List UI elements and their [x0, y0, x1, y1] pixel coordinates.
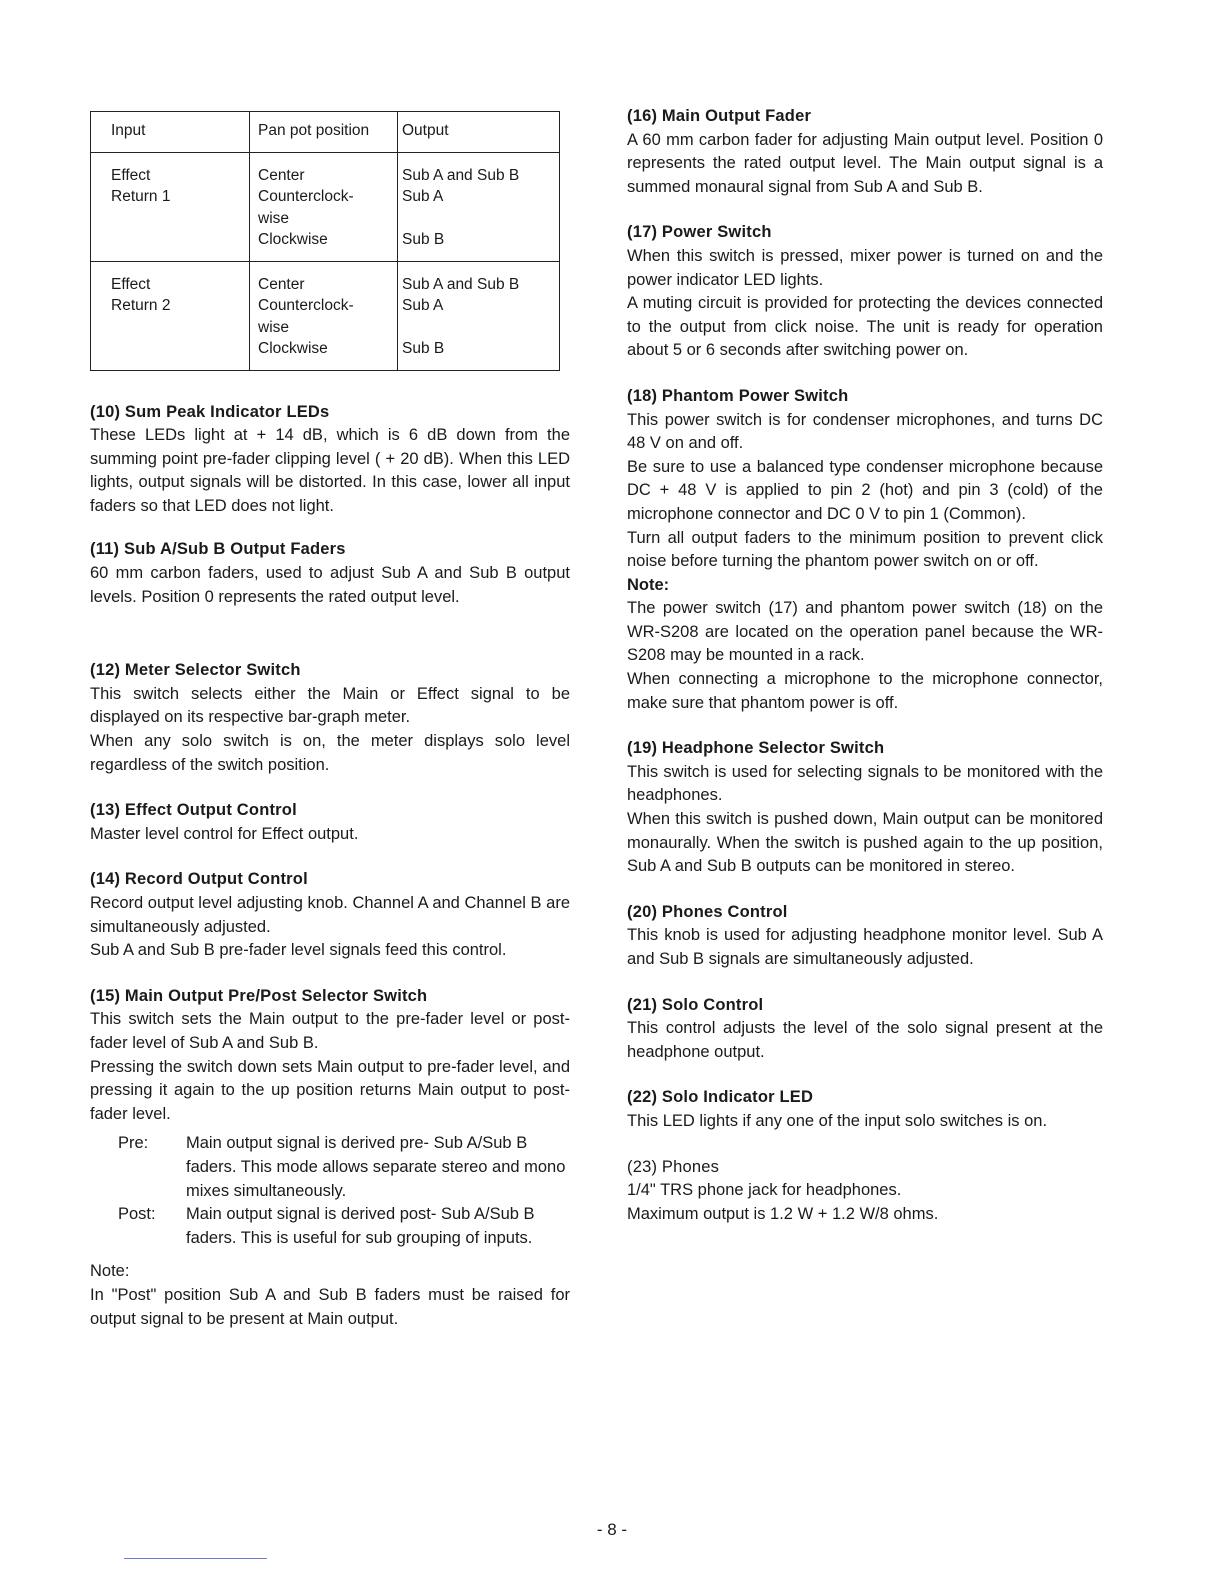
section-18 [627, 385, 1103, 715]
note-text: When connecting a microphone to the microphone connector, make sure that phantom power is off. [627, 670, 1103, 712]
definition-term: Post: [118, 1205, 156, 1224]
note-label: Note: [90, 1262, 130, 1281]
section-15 [90, 985, 570, 1331]
section-title: (13) Effect Output Control [90, 801, 297, 820]
cell-text: wise [258, 318, 290, 336]
note-text: In "Post" position Sub A and Sub B faders must be raised for output signal to be present at Main output. [90, 1285, 570, 1328]
paragraph: This switch sets the Main output to the pre-fader level or post-fader level of Sub A and Sub B. [90, 1010, 570, 1052]
cell-text [402, 208, 555, 230]
section-title: (23) Phones [627, 1157, 720, 1176]
section-title: (18) Phantom Power Switch [627, 386, 849, 405]
cell-text: Clockwise [258, 340, 328, 357]
cell-text: Return 1 [111, 188, 171, 205]
cell-text: Center [258, 275, 305, 293]
note-label: Note: [627, 575, 670, 594]
paragraph: This switch is used for selecting signals to be monitored with the headphones. [627, 762, 1103, 805]
note-text: The power switch (17) and phantom power switch (18) on the WR-S208 are located on the operation panel because the WR-S208 may be mounted in a rack. [627, 599, 1103, 665]
definition-description: Main output signal is derived post- Sub A/Sub B faders. This is useful for sub grouping of inputs. [186, 1205, 535, 1247]
paragraph: When any solo switch is on, the meter displays solo level regardless of the switch position. [90, 732, 570, 774]
section-title: (20) Phones Control [627, 902, 788, 921]
paragraph: 1/4" TRS phone jack for headphones. [627, 1181, 902, 1200]
left-column [90, 105, 570, 1331]
paragraph: This control adjusts the level of the solo signal present at the headphone output. [627, 1019, 1103, 1061]
table-cell-output [398, 261, 560, 370]
section-14 [90, 868, 570, 962]
header-input: Input [91, 112, 250, 153]
section-23 [627, 1156, 1103, 1227]
section-13 [90, 799, 570, 846]
table-row [91, 152, 560, 261]
paragraph: When this switch is pushed down, Main output can be monitored monaurally. When the switch is pushed again to the up position, Sub A and Sub B outputs can be monitored in stereo. [627, 810, 1103, 876]
paragraph: Record output level adjusting knob. Channel A and Channel B are simultaneously adjusted. [90, 894, 570, 936]
paragraph: Sub A and Sub B pre-fader level signals feed this control. [90, 941, 507, 960]
cell-text: wise [258, 209, 290, 227]
cell-text: Center [258, 166, 305, 184]
table-cell-output [398, 152, 560, 261]
table-cell-position [250, 152, 398, 261]
section-title: (11) Sub A/Sub B Output Faders [90, 540, 346, 559]
paragraph: Turn all output faders to the minimum position to prevent click noise before turning the phantom power switch on or off. [627, 528, 1103, 571]
paragraph: This knob is used for adjusting headphone monitor level. Sub A and Sub B signals are simultaneously adjusted. [627, 926, 1103, 968]
definition-description: Main output signal is derived pre- Sub A/Sub B faders. This mode allows separate stereo and mono mixes simultaneously. [186, 1134, 566, 1200]
paragraph: Pressing the switch down sets Main output to pre-fader level, and pressing it again to the up position returns Main output to post-fader level. [90, 1057, 570, 1123]
right-column [627, 105, 1103, 1226]
paragraph: A 60 mm carbon fader for adjusting Main output level. Position 0 represents the rated output level. The Main output signal is a summed monaural signal from Sub A and Sub B. [627, 130, 1103, 196]
section-19 [627, 737, 1103, 879]
table-row [91, 261, 560, 370]
cell-text: Effect [111, 166, 151, 184]
section-17 [627, 221, 1103, 363]
paragraph: These LEDs light at + 14 dB, which is 6 dB down from the summing point pre-fader clipping level ( + 20 dB). When this LED lights, output signals will be distorted. In this case, lower all input faders so that LED does not light. [90, 426, 570, 515]
section-11 [90, 538, 570, 609]
cell-text: Counterclock- [258, 297, 354, 314]
cell-text: Sub A and Sub B [402, 275, 520, 293]
paragraph: This power switch is for condenser microphones, and turns DC 48 V on and off. [627, 410, 1103, 453]
footer-divider [124, 1558, 267, 1559]
section-title: (19) Headphone Selector Switch [627, 739, 885, 758]
table-cell-input [91, 261, 250, 370]
section-title: (10) Sum Peak Indicator LEDs [90, 402, 330, 421]
section-title: (12) Meter Selector Switch [90, 661, 301, 680]
section-21 [627, 994, 1103, 1065]
cell-text: Effect [111, 275, 151, 293]
section-title: (16) Main Output Fader [627, 107, 812, 125]
paragraph: A muting circuit is provided for protecting the devices connected to the output from click noise. The unit is ready for operation about 5 or 6 seconds after switching power on. [627, 294, 1103, 360]
definition-term: Pre: [118, 1134, 149, 1153]
pan-pot-table [90, 111, 560, 371]
cell-text: Sub B [402, 340, 445, 357]
section-12 [90, 659, 570, 777]
page-number: - 8 - [596, 1520, 628, 1539]
header-output: Output [398, 112, 560, 153]
section-10 [90, 401, 570, 519]
section-title: (22) Solo Indicator LED [627, 1088, 814, 1107]
paragraph: Be sure to use a balanced type condenser microphone because DC + 48 V is applied to pin 2 (hot) and pin 3 (cold) of the microphone connector and DC 0 V to pin 1 (Common). [627, 457, 1103, 523]
cell-text: Sub B [402, 231, 445, 248]
paragraph: This switch selects either the Main or Effect signal to be displayed on its respective bar-graph meter. [90, 684, 570, 727]
section-20 [627, 901, 1103, 972]
table-header-row [91, 112, 560, 153]
cell-text: Clockwise [258, 231, 328, 248]
table-cell-position [250, 261, 398, 370]
cell-text [402, 317, 555, 339]
cell-text: Sub A [402, 297, 444, 314]
section-title: (15) Main Output Pre/Post Selector Switch [90, 986, 428, 1005]
definition-post [90, 1203, 570, 1250]
definition-pre [90, 1132, 570, 1203]
section-16 [627, 105, 1103, 199]
cell-text: Return 2 [111, 297, 171, 314]
paragraph: Maximum output is 1.2 W + 1.2 W/8 ohms. [627, 1204, 939, 1223]
paragraph: When this switch is pressed, mixer power is turned on and the power indicator LED lights. [627, 246, 1103, 289]
cell-text: Sub A and Sub B [402, 166, 520, 184]
table-cell-input [91, 152, 250, 261]
paragraph: This LED lights if any one of the input solo switches is on. [627, 1111, 1048, 1130]
cell-text: Sub A [402, 188, 444, 205]
section-title: (14) Record Output Control [90, 870, 308, 889]
header-pan-pot-position: Pan pot position [250, 112, 398, 153]
paragraph: 60 mm carbon faders, used to adjust Sub A and Sub B output levels. Position 0 represents the rated output level. [90, 564, 570, 606]
paragraph: Master level control for Effect output. [90, 824, 359, 843]
section-title: (21) Solo Control [627, 995, 764, 1014]
section-22 [627, 1086, 1103, 1133]
section-title: (17) Power Switch [627, 223, 772, 242]
cell-text: Counterclock- [258, 188, 354, 205]
